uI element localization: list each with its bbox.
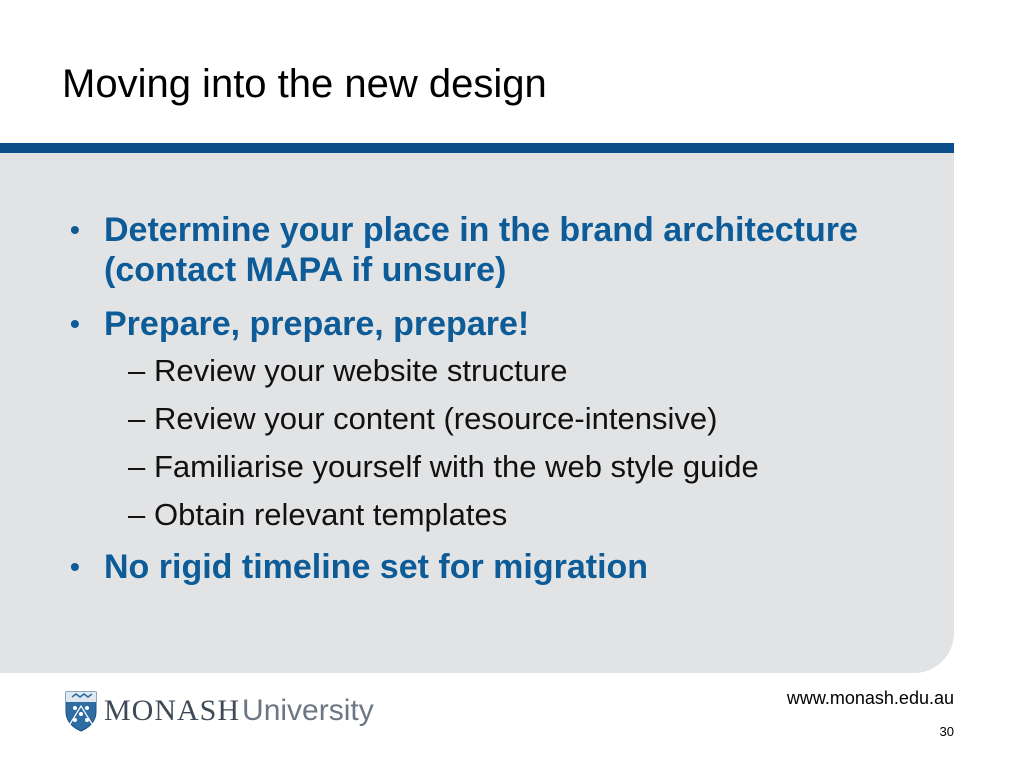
sub-bullet-item bbox=[128, 496, 930, 533]
crest-icon bbox=[64, 690, 98, 732]
monash-logo bbox=[64, 690, 374, 732]
bullet-item bbox=[0, 304, 930, 533]
page-number: 30 bbox=[939, 724, 954, 739]
sub-bullet-text: Review your website structure bbox=[154, 353, 568, 388]
sub-bullet-text: Familiarise yourself with the web style guide bbox=[154, 449, 759, 484]
sub-bullet-marker: – bbox=[128, 353, 146, 388]
bullet-item bbox=[0, 210, 930, 290]
website-url: www.monash.edu.au bbox=[786, 688, 954, 708]
logo-wordmark bbox=[104, 694, 374, 728]
sub-bullet-marker: – bbox=[128, 449, 146, 484]
logo-university-text: University bbox=[242, 694, 374, 727]
bullet-item bbox=[0, 547, 930, 587]
title-divider bbox=[0, 143, 954, 153]
sub-bullet-text: Review your content (resource-intensive) bbox=[154, 401, 718, 436]
sub-bullet-list bbox=[104, 352, 930, 533]
bullet-marker: • bbox=[70, 308, 80, 339]
bullet-text: No rigid timeline set for migration bbox=[104, 548, 649, 586]
sub-bullet-item bbox=[128, 352, 930, 389]
bullet-marker: • bbox=[70, 551, 80, 582]
sub-bullet-marker: – bbox=[128, 401, 146, 436]
bullet-text: Determine your place in the brand architecture (contact MAPA if unsure) bbox=[104, 211, 858, 289]
sub-bullet-item bbox=[128, 400, 930, 437]
sub-bullet-item bbox=[128, 448, 930, 485]
bullet-marker: • bbox=[70, 214, 80, 245]
bullet-text: Prepare, prepare, prepare! bbox=[104, 305, 530, 343]
bullet-list bbox=[0, 210, 930, 601]
logo-monash-text: MONASH bbox=[104, 694, 241, 727]
sub-bullet-text: Obtain relevant templates bbox=[154, 497, 508, 532]
slide-title: Moving into the new design bbox=[62, 62, 547, 106]
sub-bullet-marker: – bbox=[128, 497, 146, 532]
